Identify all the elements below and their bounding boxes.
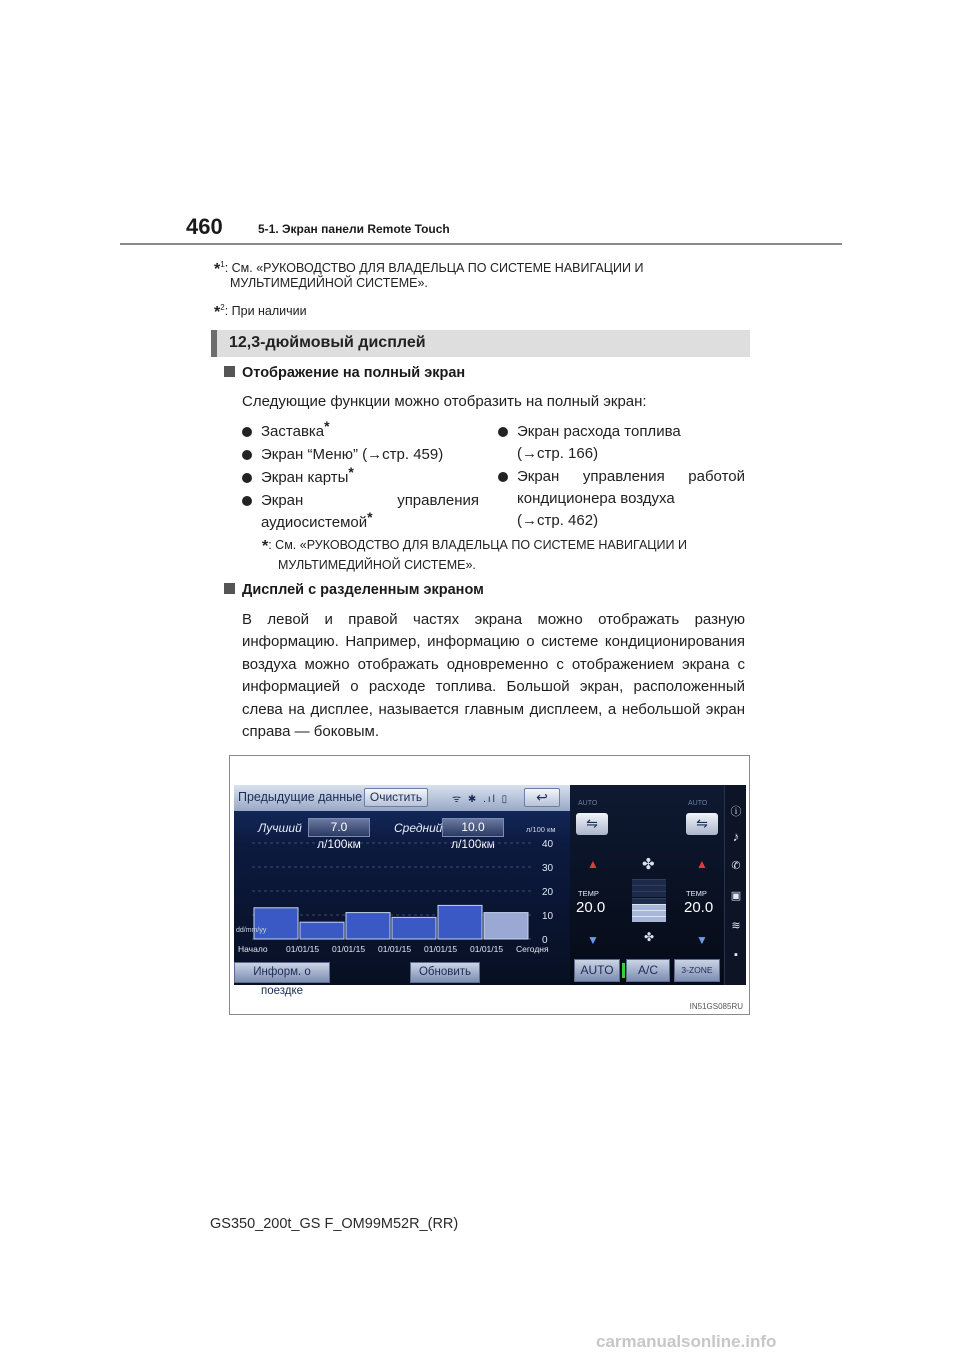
square-bullet-icon xyxy=(224,366,235,377)
bullet-dot-icon xyxy=(498,472,508,482)
temp-left-label: TEMP xyxy=(578,889,599,898)
seat-airflow-left-button[interactable]: ⇋ xyxy=(576,813,608,835)
climate-icon[interactable]: ≋ xyxy=(731,920,741,932)
page-number: 460 xyxy=(186,214,223,239)
x-tick-label: 01/01/15 xyxy=(286,944,320,954)
auto-left-label: AUTO xyxy=(578,800,598,807)
fan-level-segment xyxy=(632,891,666,897)
splitscreen-paragraph: В левой и правой частях экрана можно отображать разную информацию. Например, информацию о системе кондиционирования воздуха можно отображать одновременно с отображением экрана с информацией о расходе топлива. Большой экран, расположенный слева на дисплее, называется главным дисплеем, а небольшой экран справа — боковым. xyxy=(242,611,745,741)
side-display-climate xyxy=(570,785,746,985)
list-item: Экран “Меню” (→стр. 459) xyxy=(261,444,443,466)
fan-level-segment xyxy=(632,904,666,910)
fuel-chart xyxy=(234,785,570,959)
average-value: 10.0 л/100км xyxy=(442,818,504,837)
fan-level-segment xyxy=(632,885,666,891)
list-item: Экран управления работой кондиционера воздуха (→стр. 462) xyxy=(517,466,745,532)
screen-icon[interactable]: ▪ xyxy=(734,949,738,961)
temp-left-value: 20.0 xyxy=(576,899,606,916)
figure-code: IN51GS085RU xyxy=(689,1002,743,1011)
screen-title: Предыдущие данные xyxy=(238,790,363,804)
x-tick-label: 01/01/15 xyxy=(332,944,366,954)
list-item: Экран управления аудиосистемой* xyxy=(261,490,479,534)
back-icon[interactable]: ↩ xyxy=(524,788,560,807)
fan-level-segment xyxy=(632,879,666,885)
temp-down-right-icon[interactable]: ▼ xyxy=(696,933,708,947)
footnote-1-cont: МУЛЬТИМЕДИЙНОЙ СИСТЕМЕ». xyxy=(230,276,428,290)
main-display xyxy=(234,785,570,997)
date-format-label: dd/mm/yy xyxy=(236,927,267,934)
chart-bar xyxy=(484,913,528,939)
temp-right-value: 20.0 xyxy=(684,899,714,916)
list-item: Заставка* xyxy=(261,421,330,443)
bullet-dot-icon xyxy=(498,427,508,437)
section-band xyxy=(211,330,750,357)
x-tick-label: Сегодня xyxy=(516,944,549,954)
x-tick-label: 01/01/15 xyxy=(470,944,504,954)
fan-level-segment xyxy=(632,910,666,916)
best-label: Лучший xyxy=(258,821,302,835)
fan-speed-meter xyxy=(632,879,666,923)
music-icon[interactable]: ♪ xyxy=(732,829,740,844)
fullscreen-intro: Следующие функции можно отобразить на полный экран: xyxy=(242,393,647,410)
footnote-1: *$^1$: См. «РУКОВОДСТВО ДЛЯ ВЛАДЕЛЬЦА ПО СИСТЕМЕ НАВИГАЦИИ И xyxy=(214,260,644,279)
bullet-dot-icon xyxy=(242,496,252,506)
clear-button[interactable]: Очистить xyxy=(364,788,428,807)
fullscreen-note: *: См. «РУКОВОДСТВО ДЛЯ ВЛАДЕЛЬЦА ПО СИСТЕМЕ НАВИГАЦИИ И xyxy=(262,538,687,555)
splitscreen-heading: Дисплей с разделенным экраном xyxy=(224,582,484,598)
side-menu xyxy=(724,785,746,985)
temp-up-right-icon[interactable]: ▲ xyxy=(696,857,708,871)
footnote-2: *$^2$: При наличии xyxy=(214,303,307,322)
ac-indicator xyxy=(622,963,625,978)
auto-button[interactable]: AUTO xyxy=(574,959,620,982)
list-item: Экран расхода топлива (→стр. 166) xyxy=(517,421,681,465)
y-tick-label: 20 xyxy=(542,887,554,898)
section-title: 5-1. Экран панели Remote Touch xyxy=(258,222,450,236)
fan-down-icon[interactable]: ✤ xyxy=(644,930,655,944)
fan-level-segment xyxy=(632,898,666,904)
fan-level-segment xyxy=(632,916,666,922)
square-bullet-icon xyxy=(224,583,235,594)
bottom-bar xyxy=(234,959,570,997)
x-tick-label: 01/01/15 xyxy=(424,944,458,954)
auto-right-label: AUTO xyxy=(688,800,708,807)
screen-figure xyxy=(229,755,750,1015)
best-value: 7.0 л/100км xyxy=(308,818,370,837)
header-rule xyxy=(120,243,842,245)
watermark: carmanualsonline.info xyxy=(596,1332,777,1351)
x-tick-label: Начало xyxy=(238,944,268,954)
fullscreen-note-cont: МУЛЬТИМЕДИЙНОЙ СИСТЕМЕ». xyxy=(278,558,476,572)
chart-bar xyxy=(300,922,344,939)
bullet-dot-icon xyxy=(242,427,252,437)
y-tick-label: 10 xyxy=(542,911,554,922)
update-button[interactable]: Обновить xyxy=(410,962,480,983)
ac-button[interactable]: A/C xyxy=(626,959,670,982)
y-tick-label: 40 xyxy=(542,839,554,850)
temp-down-left-icon[interactable]: ▼ xyxy=(587,933,599,947)
trip-info-button[interactable]: Информ. о поездке xyxy=(234,962,330,983)
display-screen xyxy=(234,785,746,997)
temp-right-label: TEMP xyxy=(686,889,707,898)
document-footer: GS350_200t_GS F_OM99M52R_(RR) xyxy=(210,1216,459,1232)
average-label: Средний xyxy=(394,821,443,835)
bullet-dot-icon xyxy=(242,473,252,483)
chart-bar xyxy=(346,913,390,939)
temp-up-left-icon[interactable]: ▲ xyxy=(587,857,599,871)
fan-up-icon[interactable]: ✤ xyxy=(642,856,655,873)
y-tick-label: 30 xyxy=(542,863,554,874)
status-icons: ᯤ ✱ .ıl ▯ xyxy=(452,794,510,805)
y-tick-label: 0 xyxy=(542,935,548,946)
x-tick-label: 01/01/15 xyxy=(378,944,412,954)
bullet-dot-icon xyxy=(242,450,252,460)
section-band-title: 12,3-дюймовый дисплей xyxy=(229,334,426,351)
chart-bar xyxy=(254,908,298,939)
info-icon[interactable]: ⓘ xyxy=(730,806,742,818)
unit-label: л/100 км xyxy=(526,825,556,834)
list-item: Экран карты* xyxy=(261,467,354,489)
seat-airflow-right-button[interactable]: ⇋ xyxy=(686,813,718,835)
fullscreen-heading: Отображение на полный экран xyxy=(224,365,465,381)
chart-bar xyxy=(438,905,482,939)
phone-icon[interactable]: ✆ xyxy=(731,860,741,872)
chart-bar xyxy=(392,917,436,939)
image-icon[interactable]: ▣ xyxy=(730,890,742,902)
three-zone-button[interactable]: 3-ZONE xyxy=(674,959,720,982)
